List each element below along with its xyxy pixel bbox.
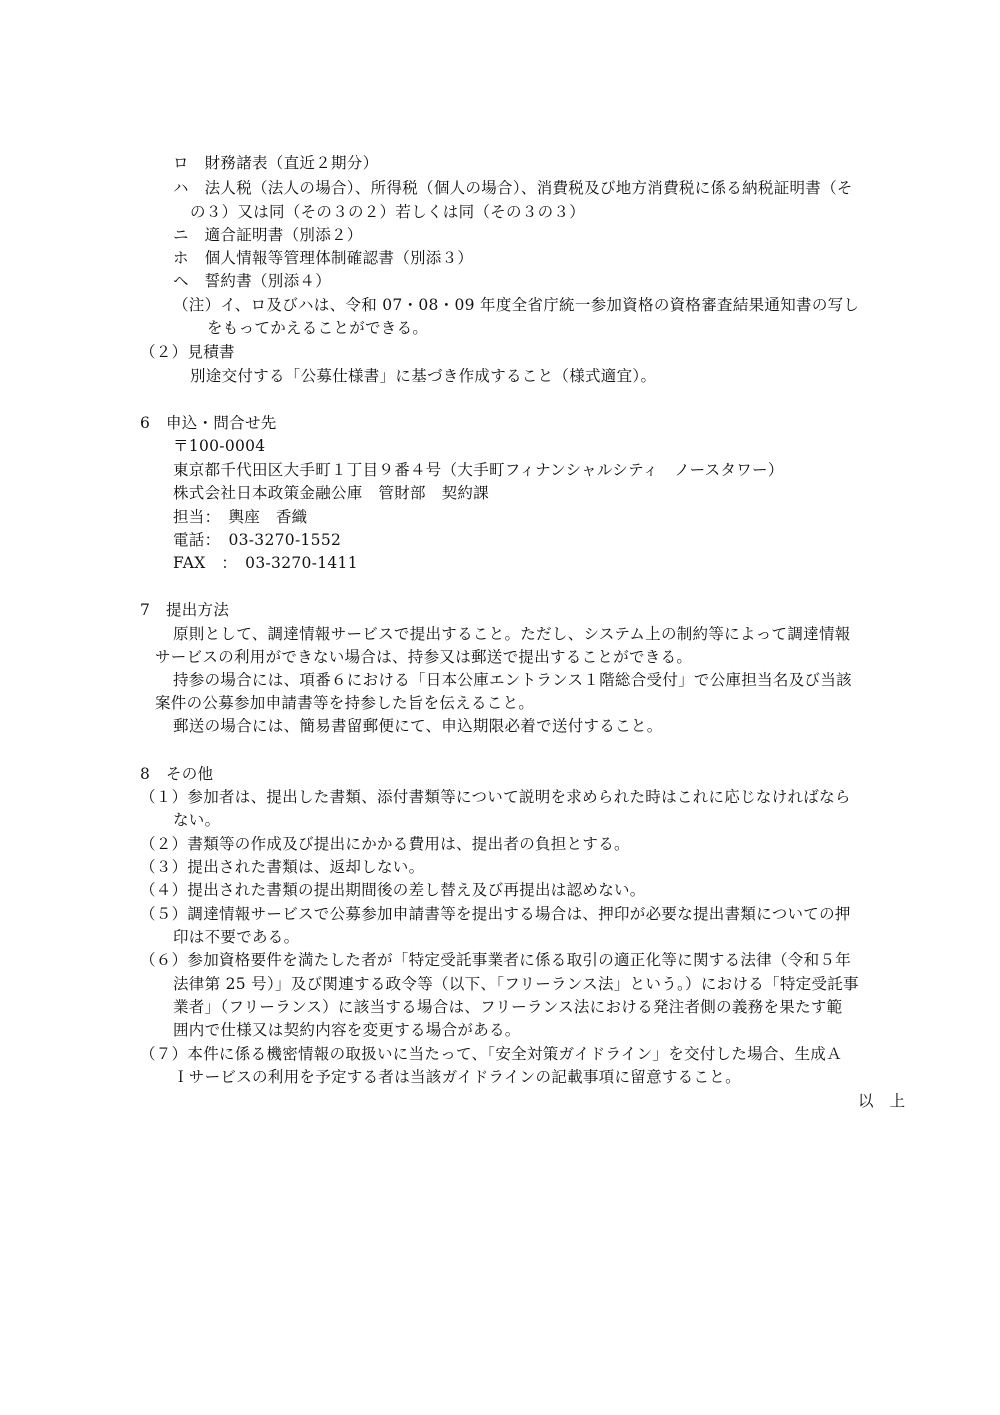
address: 東京都千代田区大手町１丁目９番４号（大手町フィナンシャルシティ ノースタワー）	[173, 461, 784, 479]
postal-code: 〒100-0004	[173, 437, 266, 455]
section7-p2-line2: 案件の公募参加申請書等を持参した旨を伝えること。	[155, 694, 535, 712]
section8-item1-line2: ない。	[173, 811, 221, 829]
section8-item5-line1: （５）調達情報サービスで公募参加申請書等を提出する場合は、押印が必要な提出書類についての押	[140, 905, 851, 923]
telephone: 電話： 03-3270-1552	[173, 531, 342, 549]
section8-item4: （４）提出された書類の提出期間後の差し替え及び再提出は認めない。	[140, 881, 646, 899]
list-item-ni: ニ 適合証明書（別添２）	[173, 226, 363, 244]
closing-mark: 以 上	[858, 1092, 906, 1110]
organization: 株式会社日本政策金融公庫 管財部 契約課	[173, 484, 490, 502]
section8-item7-line1: （７）本件に係る機密情報の取扱いに当たって、「安全対策ガイドライン」を交付した場合、生成Ａ	[140, 1045, 843, 1063]
section8-item1-line1: （１）参加者は、提出した書類、添付書類等について説明を求められた時はこれに応じなければなら	[140, 788, 851, 806]
section7-title: 7 提出方法	[140, 601, 230, 619]
list-item-ho: ホ 個人情報等管理体制確認書（別添３）	[173, 249, 474, 267]
section8-item6-line4: 囲内で仕様又は契約内容を変更する場合がある。	[173, 1021, 521, 1039]
section8-item2: （２）書類等の作成及び提出にかかる費用は、提出者の負担とする。	[140, 835, 630, 853]
item2-title: （２）見積書	[140, 343, 235, 361]
section8-item6-line1: （６）参加資格要件を満たした者が「特定受託事業者に係る取引の適正化等に関する法律（令和５年	[140, 951, 852, 969]
section8-title: 8 その他	[140, 765, 214, 783]
note-line2: をもってかえることができる。	[207, 319, 429, 337]
list-item-ha-line1: ハ 法人税（法人の場合）、所得税（個人の場合）、消費税及び地方消費税に係る納税証明書（そ	[173, 179, 853, 197]
list-item-he: ヘ 誓約書（別添４）	[173, 272, 332, 290]
list-item-ha-line2: の３）又は同（その３の２）若しくは同（その３の３）	[190, 203, 586, 221]
section8-item6-line3: 業者」（フリーランス）に該当する場合は、フリーランス法における発注者側の義務を果たす範	[173, 998, 843, 1016]
section8-item7-line2: Ｉサービスの利用を予定する者は当該ガイドラインの記載事項に留意すること。	[173, 1068, 741, 1086]
contact-person: 担当： 輿座 香織	[173, 508, 308, 526]
section7-p1-line2: サービスの利用ができない場合は、持参又は郵送で提出することができる。	[155, 648, 693, 666]
note-line1: （注）イ、ロ及びハは、令和 07・08・09 年度全省庁統一参加資格の資格審査結果通知書の写し	[173, 296, 860, 314]
section8-item5-line2: 印は不要である。	[173, 928, 300, 946]
list-item-ro: ロ 財務諸表（直近２期分）	[173, 154, 379, 172]
item2-body: 別途交付する「公募仕様書」に基づき作成すること（様式適宜）。	[190, 367, 657, 385]
section7-p3: 郵送の場合には、簡易書留郵便にて、申込期限必着で送付すること。	[173, 717, 663, 735]
section6-title: 6 申込・問合せ先	[140, 414, 277, 432]
section8-item3: （３）提出された書類は、返却しない。	[140, 858, 425, 876]
section8-item6-line2: 法律第 25 号）」及び関連する政令等（以下、「フリーランス法」という。）における「特定受託事	[173, 975, 859, 993]
section7-p2-line1: 持参の場合には、項番６における「日本公庫エントランス１階総合受付」で公庫担当名及び当該	[173, 671, 852, 689]
fax: FAX ： 03-3270-1411	[173, 554, 358, 572]
section7-p1-line1: 原則として、調達情報サービスで提出すること。ただし、システム上の制約等によって調達情報	[173, 625, 851, 643]
